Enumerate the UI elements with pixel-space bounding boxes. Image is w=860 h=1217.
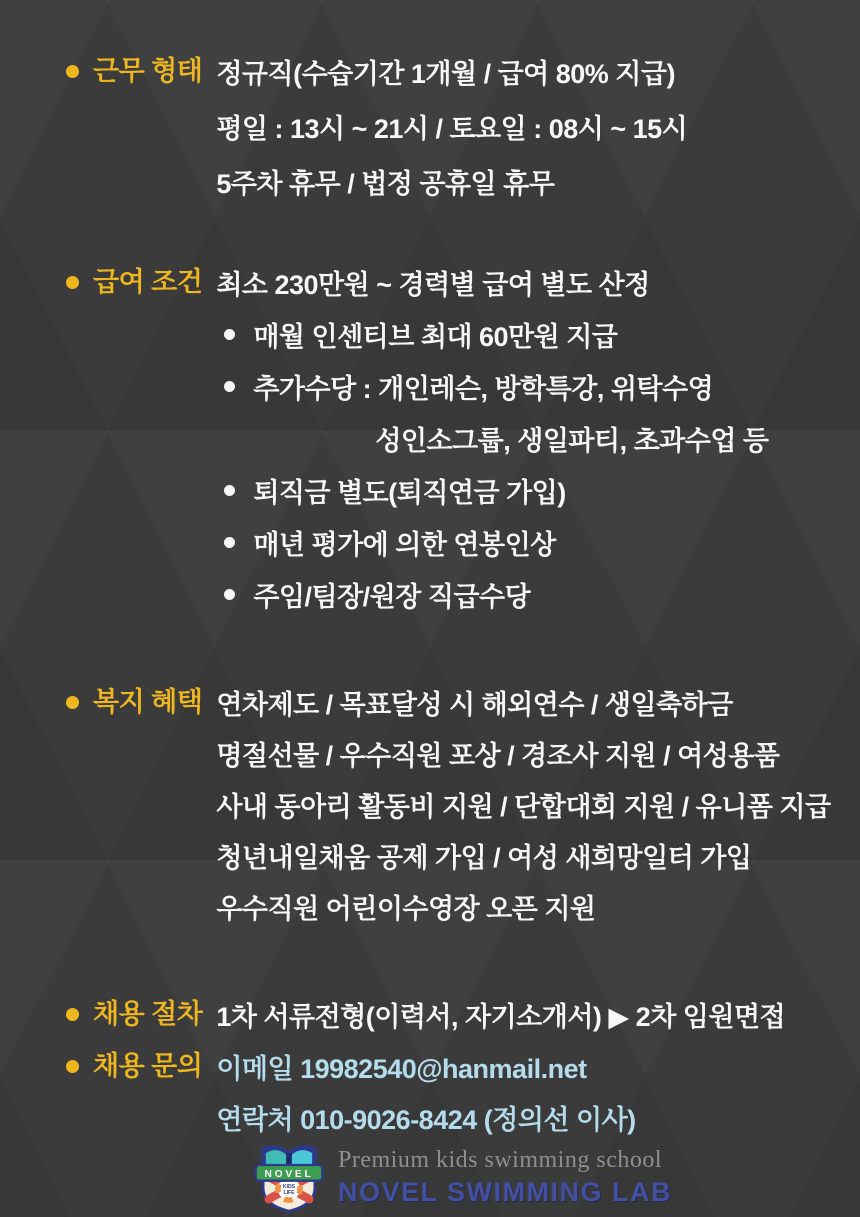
contact-email: 이메일 19982540@hanmail.net <box>216 1054 587 1084</box>
text-line: 우수직원 어린이수영장 오픈 지원 <box>216 894 596 924</box>
section-heading: 복지 혜택 <box>93 687 203 717</box>
section-work-type <box>66 44 687 209</box>
section-content <box>216 1041 635 1143</box>
text-line: 최소 230만원 ~ 경력별 급여 별도 산정 <box>216 269 650 300</box>
contact-phone: 연락처 010-9026-8424 (정의선 이사) <box>216 1105 636 1135</box>
section-bullet-icon <box>66 276 79 289</box>
sub-bullet-icon <box>224 485 235 496</box>
text-line: 사내 동아리 활동비 지원 / 단합대회 지원 / 유니폼 지급 <box>216 792 831 822</box>
footer-tagline: Premium kids swimming school <box>338 1147 663 1173</box>
section-hiring-process <box>66 989 785 1040</box>
section-bullet-icon <box>66 65 79 78</box>
sub-bullet-icon <box>224 589 235 600</box>
text-line <box>216 568 768 620</box>
text-line-label: 매월 인센티브 최대 60만원 지급 <box>253 321 618 352</box>
sub-bullet-icon <box>224 329 235 340</box>
text-line: 청년내일채움 공제 가입 / 여성 새희망일터 가입 <box>216 843 752 873</box>
section-bullet-icon <box>66 1008 79 1021</box>
text-line <box>216 360 768 412</box>
section-contact <box>66 1041 636 1143</box>
logo-ring-text-top: KIDS <box>282 1184 296 1191</box>
logo-ring-text-bottom: LIFE <box>283 1190 295 1197</box>
section-content <box>216 677 830 932</box>
section-heading: 급여 조건 <box>93 267 203 297</box>
section-heading: 채용 문의 <box>93 1051 203 1081</box>
section-salary <box>66 256 769 620</box>
footer-brand-name: NOVEL SWIMMING LAB <box>338 1177 672 1207</box>
logo-banner-text: NOVEL <box>264 1169 314 1180</box>
text-line-label: 추가수당 : 개인레슨, 방학특강, 위탁수영 <box>253 373 714 404</box>
section-heading: 채용 절차 <box>93 999 203 1029</box>
section-content <box>216 256 768 620</box>
novel-badge-logo <box>252 1140 326 1214</box>
text-line <box>216 464 768 516</box>
text-line: 정규직(수습기간 1개월 / 급여 80% 지급) <box>216 59 675 89</box>
text-line <box>216 516 768 568</box>
sub-bullet-icon <box>224 381 235 392</box>
footer-brand-area <box>252 1140 672 1214</box>
text-line-label: 퇴직금 별도(퇴직연금 가입) <box>253 477 566 508</box>
text-line: 명절선물 / 우수직원 포상 / 경조사 지원 / 여성용품 <box>216 741 780 771</box>
section-content <box>216 44 687 209</box>
section-content <box>216 989 785 1040</box>
text-line <box>216 308 768 360</box>
text-line: 연차제도 / 목표달성 시 해외연수 / 생일축하금 <box>216 690 733 720</box>
section-bullet-icon <box>66 696 79 709</box>
text-line: 5주차 휴무 / 법정 공휴일 휴무 <box>216 169 555 199</box>
text-line: 1차 서류전형(이력서, 자기소개서) ▶ 2차 임원면접 <box>216 1002 786 1032</box>
footer-texts <box>338 1145 672 1209</box>
text-line: 성인소그룹, 생일파티, 초과수업 등 <box>375 425 769 456</box>
text-line-label: 주임/팀장/원장 직급수당 <box>253 581 531 612</box>
section-heading: 근무 형태 <box>93 56 203 86</box>
text-line-label: 매년 평가에 의한 연봉인상 <box>253 529 556 560</box>
section-benefits <box>66 677 831 932</box>
section-bullet-icon <box>66 1060 79 1073</box>
text-line: 평일 : 13시 ~ 21시 / 토요일 : 08시 ~ 15시 <box>216 114 688 144</box>
sub-bullet-icon <box>224 537 235 548</box>
